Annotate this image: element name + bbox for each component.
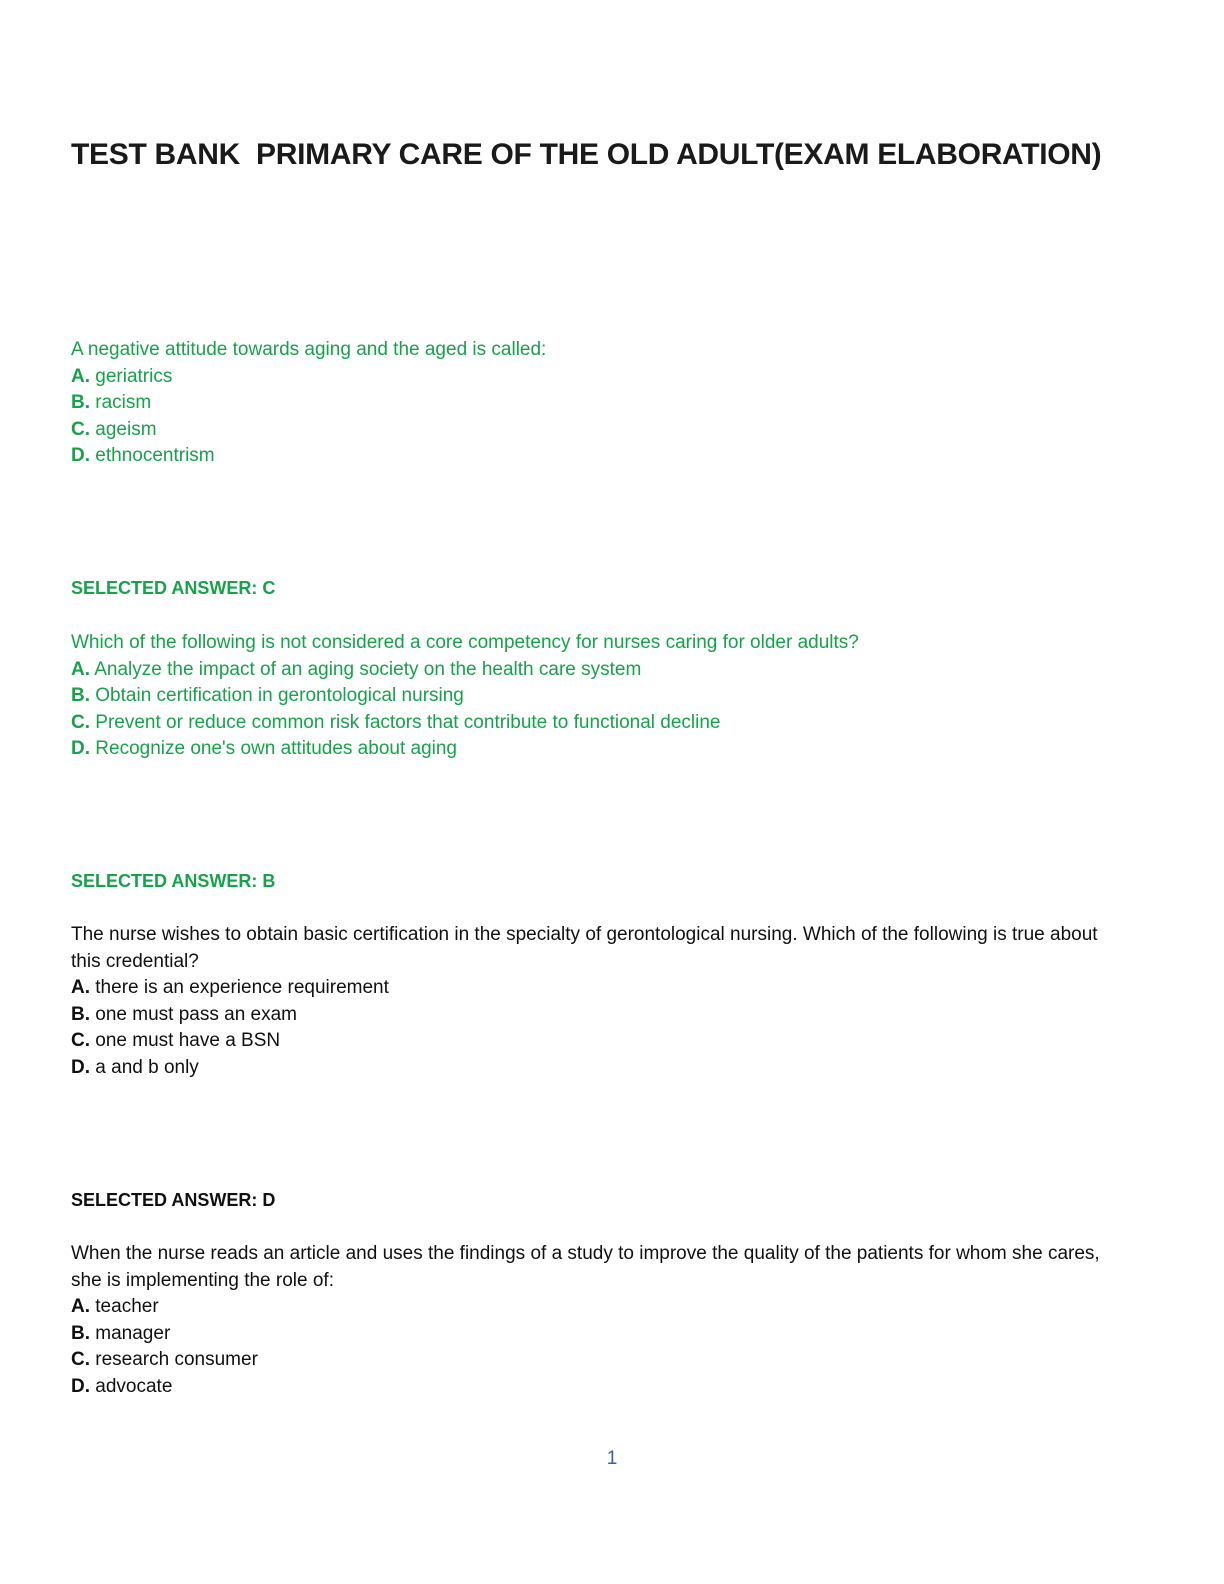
question-2-option-c xyxy=(71,710,1131,737)
option-text: geriatrics xyxy=(90,365,173,387)
option-letter: D. xyxy=(71,445,90,467)
option-text: ethnocentrism xyxy=(90,445,215,467)
option-letter: B. xyxy=(71,1322,90,1344)
option-letter: C. xyxy=(71,1030,90,1052)
option-text: manager xyxy=(90,1322,171,1344)
question-3 xyxy=(71,922,1131,1082)
option-text: Analyze the impact of an aging society on the health care system xyxy=(90,658,642,680)
option-letter: A. xyxy=(71,977,90,999)
option-text: ageism xyxy=(90,418,157,440)
question-1 xyxy=(71,337,1131,470)
option-text: advocate xyxy=(90,1375,173,1397)
question-4 xyxy=(71,1241,1131,1401)
question-2-option-b xyxy=(71,683,1131,710)
question-4-text: When the nurse reads an article and uses the findings of a study to improve the quality of the patients for whom she cares, she is implementing the role of: xyxy=(71,1243,1100,1291)
option-letter: B. xyxy=(71,1003,90,1025)
option-text: there is an experience requirement xyxy=(90,977,389,999)
option-text: Prevent or reduce common risk factors that contribute to functional decline xyxy=(90,711,721,733)
question-1-option-b xyxy=(71,390,1131,417)
option-letter: D. xyxy=(71,738,90,760)
option-letter: B. xyxy=(71,685,90,707)
question-2-text: Which of the following is not considered a core competency for nurses caring for older adults? xyxy=(71,632,859,653)
option-text: research consumer xyxy=(90,1349,258,1371)
question-1-text: A negative attitude towards aging and the aged is called: xyxy=(71,339,547,360)
option-text: racism xyxy=(90,392,152,414)
question-4-option-a xyxy=(71,1294,1131,1321)
option-letter: C. xyxy=(71,1349,90,1371)
option-text: Obtain certification in gerontological nursing xyxy=(90,685,464,707)
option-text: teacher xyxy=(90,1296,159,1318)
option-letter: C. xyxy=(71,711,90,733)
question-2 xyxy=(71,630,1131,763)
option-text: one must have a BSN xyxy=(90,1030,281,1052)
question-1-option-a xyxy=(71,364,1131,391)
question-2-answer: SELECTED ANSWER: B xyxy=(71,871,276,891)
option-letter: D. xyxy=(71,1375,90,1397)
question-3-text: The nurse wishes to obtain basic certification in the specialty of gerontological nursing. Which of the following is true about this credential? xyxy=(71,924,1098,972)
option-letter: A. xyxy=(71,365,90,387)
question-3-answer: SELECTED ANSWER: D xyxy=(71,1190,276,1210)
option-letter: A. xyxy=(71,1296,90,1318)
option-text: one must pass an exam xyxy=(90,1003,297,1025)
question-4-option-b xyxy=(71,1321,1131,1348)
question-3-option-b xyxy=(71,1002,1131,1029)
option-letter: B. xyxy=(71,392,90,414)
question-2-option-a xyxy=(71,657,1131,684)
question-1-answer: SELECTED ANSWER: C xyxy=(71,578,276,598)
option-letter: A. xyxy=(71,658,90,680)
option-text: Recognize one's own attitudes about aging xyxy=(90,738,457,760)
question-4-option-c xyxy=(71,1347,1131,1374)
page-number: 1 xyxy=(606,1448,618,1469)
question-3-option-c xyxy=(71,1028,1131,1055)
question-1-option-c xyxy=(71,417,1131,444)
option-letter: D. xyxy=(71,1056,90,1078)
question-1-option-d xyxy=(71,443,1131,470)
question-4-option-d xyxy=(71,1374,1131,1401)
option-text: a and b only xyxy=(90,1056,199,1078)
question-3-option-a xyxy=(71,975,1131,1002)
question-3-option-d xyxy=(71,1055,1131,1082)
document-title: TEST BANK PRIMARY CARE OF THE OLD ADULT(EXAM ELABORATION) xyxy=(71,138,1102,171)
question-2-option-d xyxy=(71,736,1131,763)
option-letter: C. xyxy=(71,418,90,440)
